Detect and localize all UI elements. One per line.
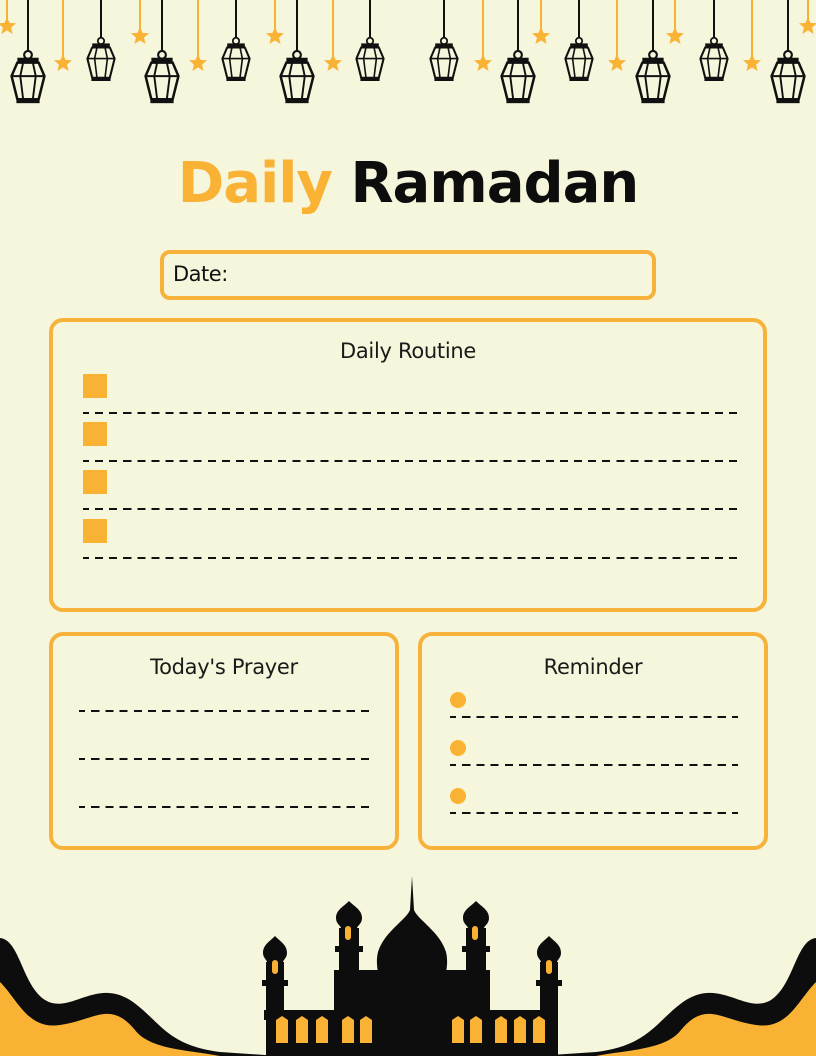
prayer-writing-line[interactable] — [79, 806, 369, 808]
reminder-card — [418, 632, 768, 850]
daily-routine-card — [49, 318, 767, 612]
reminder-item[interactable] — [448, 692, 738, 740]
writing-line — [450, 812, 738, 814]
routine-item[interactable] — [83, 470, 737, 518]
bullet-dot-icon — [450, 692, 466, 708]
bullet-dot-icon — [450, 740, 466, 756]
title-main-word: Ramadan — [350, 151, 639, 216]
title-accent-word: Daily — [177, 151, 332, 216]
writing-line — [83, 557, 737, 559]
daily-routine-heading: Daily Routine — [339, 339, 476, 363]
todays-prayer-heading: Today's Prayer — [150, 655, 298, 679]
writing-line — [450, 764, 738, 766]
checkbox-square-icon[interactable] — [83, 374, 107, 398]
writing-line — [83, 412, 737, 414]
writing-line — [83, 460, 737, 462]
hanging-lanterns-decoration — [0, 0, 816, 115]
prayer-writing-line[interactable] — [79, 710, 369, 712]
routine-item[interactable] — [83, 519, 737, 567]
reminder-heading: Reminder — [543, 655, 643, 679]
writing-line — [83, 508, 737, 510]
reminder-item[interactable] — [448, 788, 738, 836]
routine-item[interactable] — [83, 422, 737, 470]
date-label: Date: — [173, 262, 228, 286]
date-field[interactable] — [160, 250, 656, 300]
checkbox-square-icon[interactable] — [83, 422, 107, 446]
todays-prayer-card — [49, 632, 399, 850]
mosque-silhouette-decoration — [0, 860, 816, 1056]
checkbox-square-icon[interactable] — [83, 519, 107, 543]
reminder-item[interactable] — [448, 740, 738, 788]
writing-line — [450, 716, 738, 718]
routine-item[interactable] — [83, 374, 737, 422]
bullet-dot-icon — [450, 788, 466, 804]
page-title — [0, 148, 816, 220]
prayer-writing-line[interactable] — [79, 758, 369, 760]
checkbox-square-icon[interactable] — [83, 470, 107, 494]
